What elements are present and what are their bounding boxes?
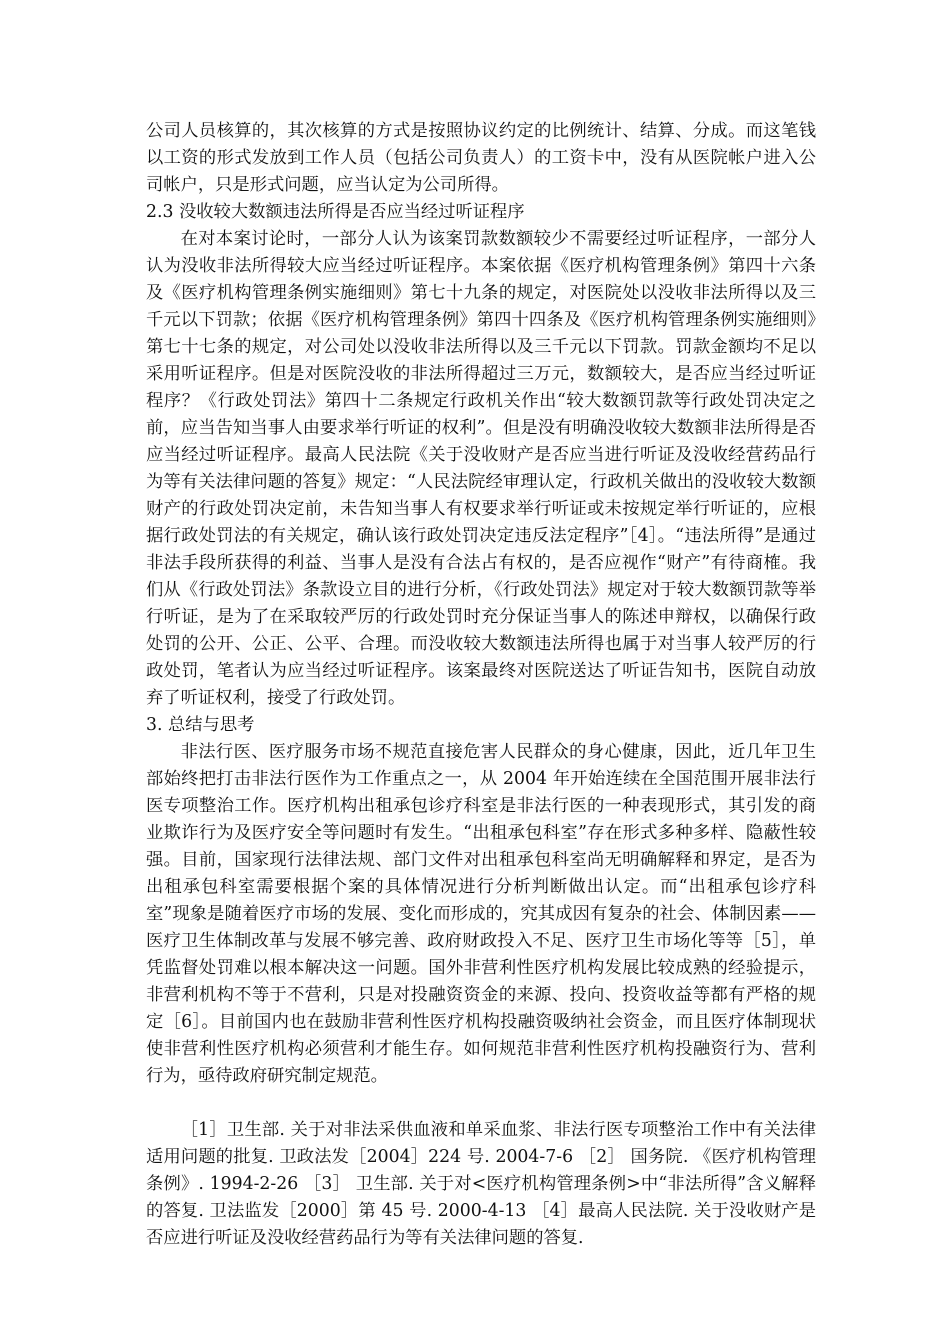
section-heading-2-3: 2.3 没收较大数额违法所得是否应当经过听证程序 (146, 202, 525, 222)
paragraph-hearing-procedure: 在对本案讨论时，一部分人认为该案罚款数额较少不需要经过听证程序，一部分人认为没收非法所得较大应当经过听证程序。本案依据《医疗机构管理条例》第四十六条及《医疗机构管理条例实施细则》第七十九条的规定，对医院处以没收非法所得以及三千元以下罚款；依据《医疗机构管理条例》第四十四条及《医疗机构管理条例实施细则》第七十七条的规定，对公司处以没收非法所得以及三千元以下罚款。罚款金额均不足以采用听证程序。但是对医院没收的非法所得超过三万元，数额较大，是否应当经过听证程序？《行政处罚法》第四十二条规定行政机关作出“较大数额罚款等行政处罚决定之前，应当告知当事人由要求举行听证的权利”。但是没有明确没收较大数额非法所得是否应当经过听证程序。最高人民法院《关于没收财产是否应当进行听证及没收经营药品行为等有关法律问题的答复》规定：“人民法院经审理认定，行政机关做出的没收较大数额财产的行政处罚决定前，未告知当事人有权要求举行听证或未按规定举行听证的，应根据行政处罚法的有关规定，确认该行政处罚决定违反法定程序”［4］。“违法所得”是通过非法手段所获得的利益、当事人是没有合法占有权的，是否应视作“财产”有待商榷。我们从《行政处罚法》条款设立目的进行分析，《行政处罚法》规定对于较大数额罚款等举行听证，是为了在采取较严厉的行政处罚时充分保证当事人的陈述申辩权，以确保行政处罚的公开、公正、公平、合理。而没收较大数额违法所得也属于对当事人较严厉的行政处罚，笔者认为应当经过听证程序。该案最终对医院送达了听证告知书，医院自动放弃了听证权利，接受了行政处罚。 (146, 229, 816, 708)
references: ［1］卫生部. 关于对非法采供血液和单采血浆、非法行医专项整治工作中有关法律适用问题的批复. 卫政法发［2004］224 号. 2004-7-6 ［2］ 国务院. 《医疗机构管理条例》. 1994-2-26 ［3］ 卫生部. 关于对<医疗机构管理条例>中“非法所得”含义解释的答复. 卫法监发［2000］第 45 号. 2000-4-13 ［4］最高人民法院. 关于没收财产是否应进行听证及没收经营药品行为等有关法律问题的答复. (146, 1120, 816, 1248)
document-page (146, 118, 816, 1252)
section-heading-3: 3. 总结与思考 (146, 715, 255, 735)
paragraph-company-income: 公司人员核算的，其次核算的方式是按照协议约定的比例统计、结算、分成。而这笔钱以工资的形式发放到工作人员（包括公司负责人）的工资卡中，没有从医院帐户进入公司帐户，只是形式问题，应当认定为公司所得。 (146, 121, 816, 195)
paragraph-summary: 非法行医、医疗服务市场不规范直接危害人民群众的身心健康，因此，近几年卫生部始终把打击非法行医作为工作重点之一，从 2004 年开始连续在全国范围开展非法行医专项整治工作。医疗机构出租承包诊疗科室是非法行医的一种表现形式，其引发的商业欺诈行为及医疗安全等问题时有发生。“出租承包科室”存在形式多种多样、隐蔽性较强。目前，国家现行法律法规、部门文件对出租承包科室尚无明确解释和界定，是否为出租承包科室需要根据个案的具体情况进行分析判断做出认定。而“出租承包诊疗科室”现象是随着医疗市场的发展、变化而形成的，究其成因有复杂的社会、体制因素——医疗卫生体制改革与发展不够完善、政府财政投入不足、医疗卫生市场化等等［5］，单凭监督处罚难以根本解决这一问题。国外非营利性医疗机构发展比较成熟的经验提示，非营利机构不等于不营利，只是对投融资资金的来源、投向、投资收益等都有严格的规定［6］。目前国内也在鼓励非营利性医疗机构投融资吸纳社会资金，而且医疗体制现状使非营利性医疗机构必须营利才能生存。如何规范非营利性医疗机构投融资行为、营利行为，亟待政府研究制定规范。 (146, 742, 816, 1086)
